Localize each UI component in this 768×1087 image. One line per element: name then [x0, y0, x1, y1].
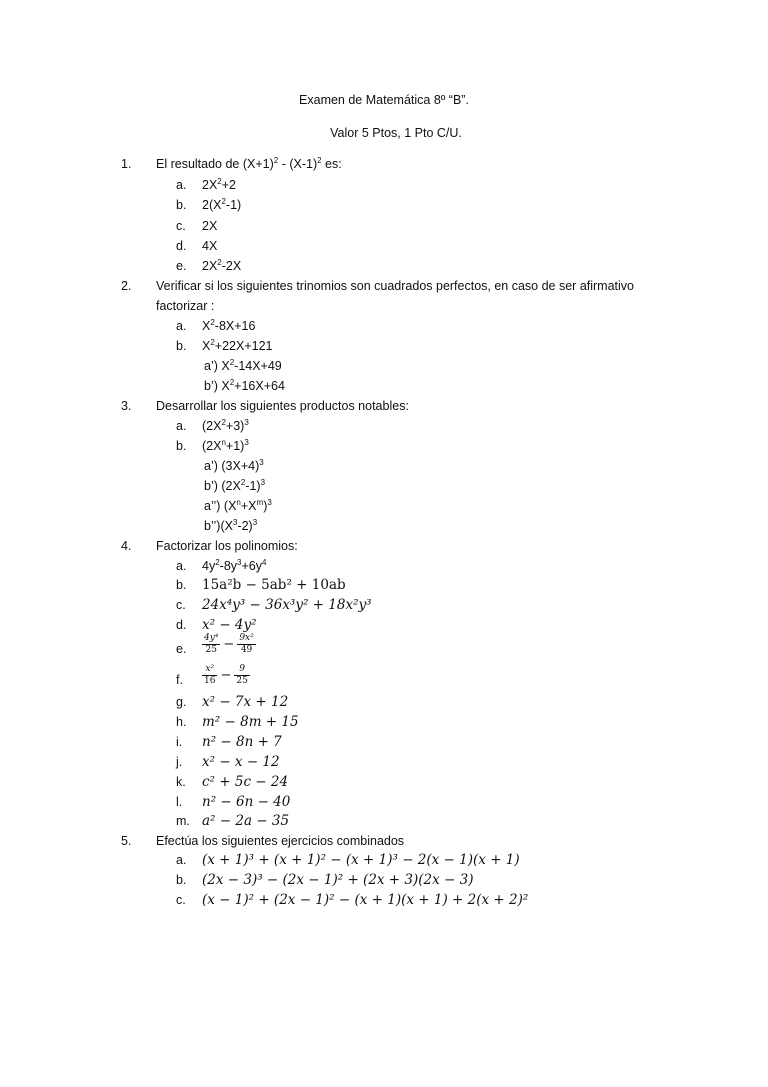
math-expression: (x − 1)² + (2x − 1)² − (x + 1)(x + 1) + 2(x + 2)²: [202, 892, 529, 908]
question-number: 1.: [121, 157, 132, 171]
math-expression: x² − x − 12: [202, 754, 280, 770]
question-text: El resultado de $(X+1)^2 - (X-1)^2$ es:: [156, 156, 342, 171]
math-expression: x² − 7x + 12: [202, 694, 289, 710]
math-expression: x² − 4y²: [202, 617, 257, 633]
math-expression: (x + 1)³ + (x + 1)² − (x + 1)³ − 2(x − 1)(x + 1): [202, 852, 520, 868]
question-number: 2.: [121, 279, 132, 293]
math-expression: 15a²b − 5ab² + 10ab: [202, 577, 346, 593]
math-expression: (2x − 3)³ − (2x − 1)² + (2x + 3)(2x − 3): [202, 872, 474, 888]
exam-page: Examen de Matemática 8º “B”. Valor 5 Ptos, 1 Pto C/U. 1. El resultado de $(X+1)^2 - (X-1)^2$ es: a. $2X^2+2$ b. $2(X^2-1)$ c. 2X d. 4X e. $2X^2-2X$ 2. Verificar si los siguientes trinomios son cuadrados perfectos, en caso de ser afirmativo factorizar : a. $X^2-8X+16$ b. $X^2+22X+121$ a’) $X^2-14X+49$ b’) $X^2+16X+64$ 3. Desarrollar los siguientes productos notables: a. $(2X^2+3)^3$ b. $(2X^n+1)^3$ a’) $(3X+4)^3$ b’) $(2X^2-1)^3$ a’’) $(X^n+X^m)^3$ $b’’)(X^3-2)^3$ 4. Factorizar los polinomios: a. $4y^2-8y^3+6y^4$ b. 15a²b − 5ab² + 10ab c. 24x⁴y³ − 36x³y² + 18x²y³ d. x² − 4y² e. $\frac{\text{4y⁴}}{25}$ − $\frac{\text{9x²}}{49}$ f. $\frac{\text{x²}}{16}$ − $\frac{9}{25}$ g. x² − 7x + 12 h. m² − 8m + 15 i. n² − 8n + 7 j. x² − x − 12 k. c² + 5c − 24 l. n² − 6n − 40 m. a² − 2a − 35 5. Efectúa los siguientes ejercicios combinados a. (x + 1)³ + (x + 1)² − (x + 1)³ − 2(x − 1)(x + 1) b. (2x − 3)³ − (2x − 1)² + (2x + 3)(2x − 3) c. (x − 1)² + (2x − 1)² − (x + 1)(x + 1) + 2(x + 2)²: [0, 0, 768, 1087]
exam-title: Examen de Matemática 8º “B”.: [299, 93, 469, 107]
question-number: 4.: [121, 539, 132, 553]
question-text: Desarrollar los siguientes productos notables:: [156, 399, 409, 413]
math-expression: c² + 5c − 24: [202, 774, 289, 790]
question-text: Verificar si los siguientes trinomios son cuadrados perfectos, en caso de ser afirmativo: [156, 279, 635, 293]
question-number: 5.: [121, 834, 132, 848]
math-expression: m² − 8m + 15: [202, 714, 299, 730]
math-expression: n² − 6n − 40: [202, 794, 291, 810]
question-number: 3.: [121, 399, 132, 413]
math-expression: 24x⁴y³ − 36x³y² + 18x²y³: [202, 597, 372, 613]
exam-value: Valor 5 Ptos, 1 Pto C/U.: [330, 126, 462, 140]
math-expression: n² − 8n + 7: [202, 734, 282, 750]
question-text: Efectúa los siguientes ejercicios combinados: [156, 834, 405, 848]
question-text: Factorizar los polinomios:: [156, 539, 298, 553]
math-expression: a² − 2a − 35: [202, 813, 290, 829]
